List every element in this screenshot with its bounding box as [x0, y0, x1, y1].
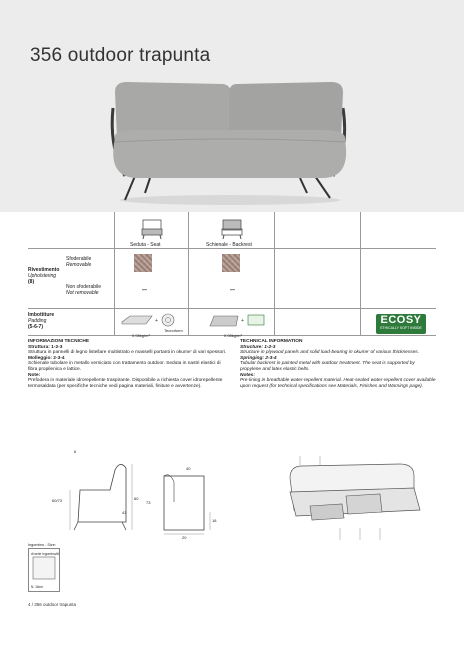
info-en-notes-heading: Notes: — [240, 372, 255, 378]
dim-seat-height: 43 — [122, 510, 127, 515]
info-it-notes: Prefodera in materiale idrorepellente traspirante. Disponibile a richiesta cover idrorepellente termosaldata (per specifiche tecniche vedi pagina materiali, finiture e avvertenze). — [28, 378, 223, 389]
info-en-structure-heading: Structure: 1-2-3 — [240, 344, 276, 350]
col-backrest-label: Schienale - Backrest — [206, 242, 252, 248]
size-reference-label: Ingombro - Size: — [28, 543, 56, 547]
backrest-fabric-swatch — [222, 254, 240, 272]
info-it-structure: Struttura in pannelli di legno listellare multistrato e masselli portanti in okume' di vari spessori. — [28, 350, 227, 356]
info-en-springs: Tubular backrest in painted metal with outdoor treatment. The seat is supported by propylene and latex elastic belts. — [240, 361, 415, 372]
info-it-springs: Schienale tubolare in metallo verniciato con trattamento outdoor. Seduta in nastri elastici di fibra propilenica e lattice. — [28, 361, 221, 372]
side-view-drawing — [60, 450, 150, 535]
padding-label-it: Imbottiture — [28, 312, 55, 318]
exploded-sofa-drawing — [280, 448, 430, 548]
backrest-chair-icon — [220, 218, 244, 240]
size-reference-icon — [31, 555, 57, 581]
seat-density: 0.08kg/m³ — [132, 333, 150, 338]
specification-table — [28, 212, 436, 336]
info-it-heading: INFORMAZIONI TECNICHE — [28, 339, 90, 344]
removable-it: Sfoderabile — [66, 256, 92, 262]
dim-height: 60 — [134, 496, 139, 501]
info-en-springs-heading: Springing: 2-3-4 — [240, 355, 277, 361]
info-en-structure: Structure in plywood panels and solid load-bearing in okume' of various thicknesses. — [240, 350, 420, 356]
backrest-not-removable-dash: – — [230, 284, 236, 294]
sofa-image — [95, 78, 365, 208]
dim-leg-height: 18 — [212, 518, 217, 523]
ecosy-logo: ECOSY ETHICALLY SOFT INSIDE — [376, 314, 426, 334]
svg-text:+: + — [241, 318, 244, 324]
backrest-density: 0.08kg/m³ — [224, 333, 242, 338]
info-it-structure-heading: Struttura: 1-2-3 — [28, 344, 63, 350]
technical-info-en — [240, 339, 436, 389]
dim-base: 20 — [182, 535, 187, 540]
info-it-notes-heading: Note: — [28, 372, 41, 378]
info-en-heading: TECHNICAL INFORMATION — [240, 339, 303, 344]
padding-code: (5-6-7) — [28, 324, 44, 330]
removable-en: Removable — [66, 262, 92, 268]
col-seat-label: Seduta - Seat — [130, 242, 161, 248]
info-en-notes: Pre-lining in breathable water-repellent material. Heat-sealed water-repellent cover available upon request (for technical specifications see Materials, Finishes and Warnings page). — [240, 378, 436, 389]
dim-overall-height: 73 — [146, 500, 151, 505]
padding-label-en: Padding — [28, 318, 47, 324]
svg-text:+: + — [155, 318, 158, 324]
nonremovable-en: Not removable — [66, 290, 99, 296]
seat-fabric-swatch — [134, 254, 152, 272]
technical-info-it — [28, 339, 228, 389]
dim-width-top: 40 — [186, 466, 191, 471]
seat-not-removable-dash: – — [142, 284, 148, 294]
row-label-en: Upholstering — [28, 273, 57, 279]
row-label-it: Rivestimento — [28, 267, 60, 273]
nonremovable-it: Non sfoderabile — [66, 284, 102, 290]
product-header — [0, 0, 464, 212]
dim-depth: 60/73 — [52, 498, 63, 503]
dim-armrest: 6 — [74, 449, 77, 454]
backrest-padding-diagram — [208, 312, 268, 330]
seat-material: Tecnoform — [164, 328, 183, 333]
front-view-drawing — [150, 468, 220, 538]
row-label-code: (8) — [28, 279, 35, 285]
page-footer: 4 / 356 outdoor trapunta — [28, 602, 77, 607]
page-title: 356 outdoor trapunta — [30, 45, 211, 66]
size-reference-sub: di serie Ingombro/di — [31, 552, 59, 556]
seat-chair-icon — [140, 218, 164, 240]
size-reference-ref: N. 16cm — [31, 585, 43, 589]
info-it-springs-heading: Molleggio: 2-3-4 — [28, 355, 65, 361]
